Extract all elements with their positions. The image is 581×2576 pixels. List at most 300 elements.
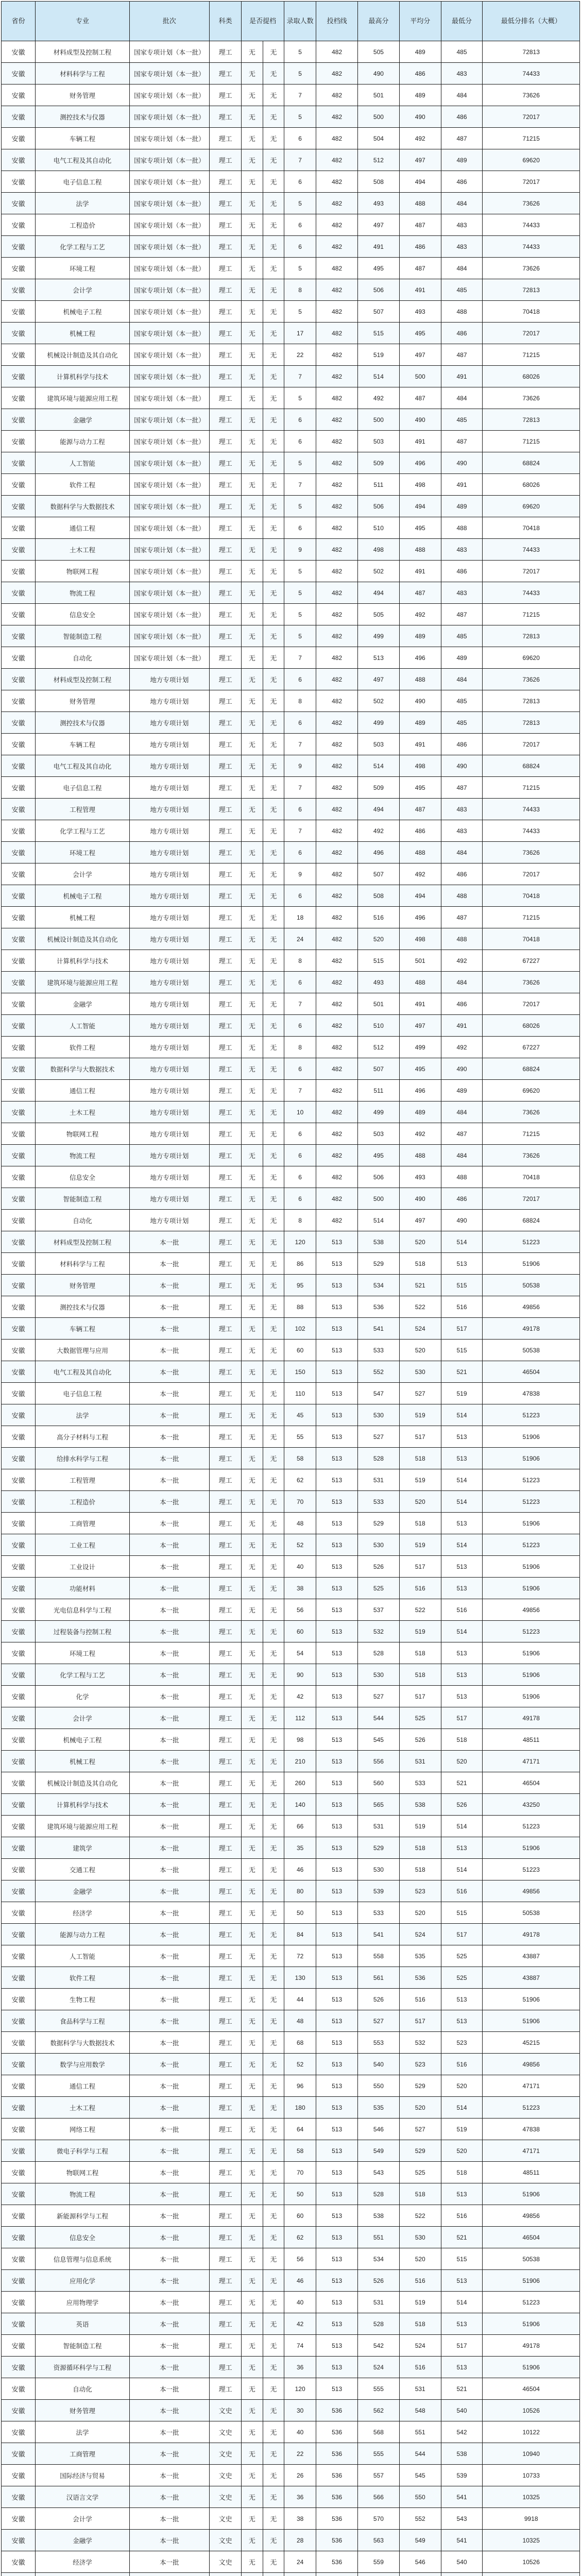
- filed-flag-cell: 无: [263, 1123, 284, 1145]
- category-cell: 理工: [210, 863, 242, 885]
- min-rank-cell: 51906: [483, 1837, 580, 1859]
- min-score-cell: 486: [441, 734, 483, 755]
- table-row: [2, 344, 580, 366]
- max-score-cell: 533: [358, 1902, 400, 1924]
- avg-score-cell: 491: [399, 993, 441, 1015]
- table-row: [2, 2508, 580, 2530]
- filed-cell: 无: [242, 1945, 263, 1967]
- major-cell: 建筑环境与能源应用工程: [36, 1816, 129, 1837]
- major-cell: 测控技术与仪器: [36, 712, 129, 734]
- major-cell: 通信工程: [36, 1080, 129, 1101]
- min-score-cell: 487: [441, 344, 483, 366]
- table-row: [2, 496, 580, 517]
- category-cell: 理工: [210, 323, 242, 344]
- min-rank-cell: 47171: [483, 2075, 580, 2097]
- category-cell: 理工: [210, 1621, 242, 1642]
- enrolled-cell: 42: [284, 1686, 316, 1707]
- avg-score-cell: 488: [399, 193, 441, 214]
- cutoff-cell: 482: [316, 669, 358, 690]
- filed-cell: 无: [242, 1556, 263, 1578]
- table-row: [2, 1880, 580, 1902]
- table-row: [2, 1253, 580, 1275]
- category-cell: 理工: [210, 1058, 242, 1080]
- min-rank-cell: 70418: [483, 885, 580, 907]
- cutoff-cell: 482: [316, 820, 358, 842]
- min-score-cell: 486: [441, 323, 483, 344]
- cutoff-cell: 513: [316, 1621, 358, 1642]
- filed-cell: 无: [242, 1231, 263, 1253]
- enrolled-cell: 180: [284, 2097, 316, 2119]
- min-rank-cell: 72813: [483, 409, 580, 431]
- major-cell: 物流工程: [36, 1145, 129, 1166]
- major-cell: 电气工程及其自动化: [36, 149, 129, 171]
- min-rank-cell: 10940: [483, 2443, 580, 2465]
- batch-cell: 本一批: [129, 1556, 209, 1578]
- province-cell: 安徽: [2, 106, 36, 128]
- filed-cell: 无: [242, 539, 263, 561]
- major-cell: 自动化: [36, 2378, 129, 2400]
- category-cell: 文史: [210, 2465, 242, 2486]
- table-body: [2, 41, 580, 2576]
- min-rank-cell: 71215: [483, 344, 580, 366]
- category-cell: 理工: [210, 63, 242, 84]
- min-rank-cell: 72813: [483, 690, 580, 712]
- max-score-cell: 495: [358, 1145, 400, 1166]
- filed-cell: 无: [242, 2443, 263, 2465]
- min-score-cell: 518: [441, 2162, 483, 2183]
- filed-flag-cell: 无: [263, 1404, 284, 1426]
- province-cell: 安徽: [2, 431, 36, 452]
- cutoff-cell: 513: [316, 2270, 358, 2292]
- enrolled-cell: 5: [284, 604, 316, 625]
- cutoff-cell: 482: [316, 1101, 358, 1123]
- cutoff-cell: 513: [316, 2054, 358, 2075]
- batch-cell: 本一批: [129, 1253, 209, 1275]
- category-cell: 理工: [210, 734, 242, 755]
- province-cell: 安徽: [2, 1880, 36, 1902]
- max-score-cell: 508: [358, 171, 400, 193]
- enrolled-cell: 6: [284, 409, 316, 431]
- min-rank-cell: 67227: [483, 1037, 580, 1058]
- min-rank-cell: 10526: [483, 2551, 580, 2573]
- filed-flag-cell: 无: [263, 885, 284, 907]
- category-cell: 理工: [210, 1448, 242, 1469]
- min-score-cell: 519: [441, 1383, 483, 1404]
- major-cell: 工商管理: [36, 2443, 129, 2465]
- enrolled-cell: 26: [284, 2465, 316, 2486]
- cutoff-cell: 482: [316, 41, 358, 63]
- table-row: [2, 63, 580, 84]
- filed-cell: 无: [242, 2119, 263, 2140]
- province-cell: 安徽: [2, 2400, 36, 2421]
- province-cell: 安徽: [2, 128, 36, 149]
- major-cell: 数据科学与大数据技术: [36, 2032, 129, 2054]
- province-cell: 安徽: [2, 2270, 36, 2292]
- batch-cell: 本一批: [129, 2183, 209, 2205]
- enrolled-cell: 5: [284, 561, 316, 582]
- enrolled-cell: 6: [284, 1058, 316, 1080]
- avg-score-cell: 488: [399, 669, 441, 690]
- avg-score-cell: 548: [399, 2400, 441, 2421]
- filed-flag-cell: 无: [263, 366, 284, 387]
- enrolled-cell: 5: [284, 41, 316, 63]
- major-cell: 金融学: [36, 1880, 129, 1902]
- max-score-cell: 512: [358, 1037, 400, 1058]
- min-rank-cell: 51223: [483, 2097, 580, 2119]
- batch-cell: 国家专项计划（本一批）: [129, 604, 209, 625]
- max-score-cell: 527: [358, 1426, 400, 1448]
- filed-cell: 无: [242, 1275, 263, 1296]
- province-cell: 安徽: [2, 149, 36, 171]
- min-score-cell: 484: [441, 387, 483, 409]
- province-cell: 安徽: [2, 1794, 36, 1816]
- enrolled-cell: 5: [284, 625, 316, 647]
- avg-score-cell: [399, 2573, 441, 2576]
- filed-cell: 无: [242, 1404, 263, 1426]
- batch-cell: 本一批: [129, 1599, 209, 1621]
- min-score-cell: 483: [441, 582, 483, 604]
- avg-score-cell: 532: [399, 2032, 441, 2054]
- major-cell: 化学工程与工艺: [36, 820, 129, 842]
- min-score-cell: 483: [441, 799, 483, 820]
- cutoff-cell: 513: [316, 2119, 358, 2140]
- province-cell: 安徽: [2, 1253, 36, 1275]
- major-cell: 材料成型及控制工程: [36, 1231, 129, 1253]
- enrolled-cell: 8: [284, 950, 316, 972]
- category-cell: 理工: [210, 1859, 242, 1880]
- batch-cell: 本一批: [129, 2140, 209, 2162]
- avg-score-cell: 518: [399, 1859, 441, 1880]
- enrolled-cell: 9: [284, 539, 316, 561]
- province-cell: 安徽: [2, 1275, 36, 1296]
- table-row: [2, 1426, 580, 1448]
- max-score-cell: 526: [358, 2270, 400, 2292]
- avg-score-cell: 522: [399, 1296, 441, 1318]
- min-rank-cell: 51223: [483, 1491, 580, 1513]
- filed-flag-cell: 无: [263, 863, 284, 885]
- min-score-cell: 514: [441, 1491, 483, 1513]
- filed-flag-cell: 无: [263, 2248, 284, 2270]
- filed-flag-cell: 无: [263, 1729, 284, 1751]
- table-row: [2, 1556, 580, 1578]
- cutoff-cell: 513: [316, 1794, 358, 1816]
- batch-cell: 本一批: [129, 1404, 209, 1426]
- avg-score-cell: 518: [399, 1664, 441, 1686]
- filed-flag-cell: 无: [263, 214, 284, 236]
- cutoff-cell: 513: [316, 1253, 358, 1275]
- cutoff-cell: 513: [316, 2075, 358, 2097]
- major-cell: 车辆工程: [36, 734, 129, 755]
- max-score-cell: 546: [358, 2119, 400, 2140]
- major-cell: 智能制造工程: [36, 1188, 129, 1210]
- filed-flag-cell: 无: [263, 1967, 284, 1989]
- enrolled-cell: 5: [284, 193, 316, 214]
- filed-cell: 无: [242, 236, 263, 258]
- enrolled-cell: 120: [284, 2378, 316, 2400]
- filed-cell: 无: [242, 928, 263, 950]
- min-score-cell: 521: [441, 2378, 483, 2400]
- max-score-cell: 515: [358, 323, 400, 344]
- min-score-cell: 515: [441, 1340, 483, 1361]
- min-rank-cell: 74433: [483, 820, 580, 842]
- column-header-batch: 批次: [129, 2, 209, 41]
- filed-cell: 无: [242, 2313, 263, 2335]
- cutoff-cell: 513: [316, 2010, 358, 2032]
- batch-cell: 本一批: [129, 2313, 209, 2335]
- province-cell: 安徽: [2, 1534, 36, 1556]
- major-cell: 电气工程及其自动化: [36, 1361, 129, 1383]
- min-rank-cell: 51906: [483, 1513, 580, 1534]
- province-cell: 安徽: [2, 2421, 36, 2443]
- table-row: [2, 171, 580, 193]
- cutoff-cell: 536: [316, 2421, 358, 2443]
- max-score-cell: 497: [358, 669, 400, 690]
- category-cell: 理工: [210, 907, 242, 928]
- batch-cell: 国家专项计划（本一批）: [129, 625, 209, 647]
- max-score-cell: 514: [358, 1210, 400, 1231]
- enrolled-cell: 7: [284, 993, 316, 1015]
- min-score-cell: 514: [441, 1469, 483, 1491]
- table-row: [2, 2248, 580, 2270]
- category-cell: [210, 2573, 242, 2576]
- filed-cell: 无: [242, 1534, 263, 1556]
- enrolled-cell: 7: [284, 777, 316, 799]
- province-cell: 安徽: [2, 885, 36, 907]
- major-cell: 法学: [36, 1404, 129, 1426]
- max-score-cell: 552: [358, 1361, 400, 1383]
- major-cell: 财务管理: [36, 84, 129, 106]
- batch-cell: 本一批: [129, 1989, 209, 2010]
- filed-flag-cell: 无: [263, 1037, 284, 1058]
- table-row: [2, 799, 580, 820]
- filed-flag-cell: 无: [263, 582, 284, 604]
- province-cell: 安徽: [2, 1837, 36, 1859]
- filed-flag-cell: 无: [263, 1166, 284, 1188]
- enrolled-cell: 60: [284, 1621, 316, 1642]
- major-cell: 物联网工程: [36, 1123, 129, 1145]
- cutoff-cell: 513: [316, 2205, 358, 2227]
- enrolled-cell: 48: [284, 1513, 316, 1534]
- avg-score-cell: 520: [399, 1340, 441, 1361]
- filed-flag-cell: 无: [263, 1253, 284, 1275]
- min-score-cell: 521: [441, 1361, 483, 1383]
- max-score-cell: 511: [358, 1080, 400, 1101]
- category-cell: 理工: [210, 2378, 242, 2400]
- filed-flag-cell: 无: [263, 171, 284, 193]
- enrolled-cell: 7: [284, 474, 316, 496]
- category-cell: 理工: [210, 106, 242, 128]
- cutoff-cell: 482: [316, 539, 358, 561]
- table-row: [2, 2335, 580, 2357]
- min-score-cell: 513: [441, 1642, 483, 1664]
- major-cell: 数据科学与大数据技术: [36, 1058, 129, 1080]
- filed-cell: 无: [242, 2032, 263, 2054]
- avg-score-cell: 551: [399, 2421, 441, 2443]
- filed-flag-cell: 无: [263, 907, 284, 928]
- major-cell: 机械工程: [36, 907, 129, 928]
- avg-score-cell: 492: [399, 128, 441, 149]
- cutoff-cell: 513: [316, 2248, 358, 2270]
- table-row: [2, 149, 580, 171]
- province-cell: 安徽: [2, 1037, 36, 1058]
- filed-flag-cell: 无: [263, 950, 284, 972]
- major-cell: 财务管理: [36, 2400, 129, 2421]
- avg-score-cell: 490: [399, 1188, 441, 1210]
- min-rank-cell: 49856: [483, 1599, 580, 1621]
- avg-score-cell: 493: [399, 1166, 441, 1188]
- avg-score-cell: 523: [399, 2054, 441, 2075]
- cutoff-cell: 482: [316, 950, 358, 972]
- avg-score-cell: 496: [399, 647, 441, 669]
- filed-flag-cell: 无: [263, 1794, 284, 1816]
- batch-cell: 本一批: [129, 1513, 209, 1534]
- filed-flag-cell: 无: [263, 2162, 284, 2183]
- avg-score-cell: 519: [399, 1534, 441, 1556]
- cutoff-cell: 513: [316, 1772, 358, 1794]
- province-cell: 安徽: [2, 1448, 36, 1469]
- province-cell: 安徽: [2, 1188, 36, 1210]
- province-cell: 安徽: [2, 2551, 36, 2573]
- table-row: [2, 301, 580, 323]
- cutoff-cell: 482: [316, 799, 358, 820]
- min-score-cell: 484: [441, 669, 483, 690]
- category-cell: 理工: [210, 1318, 242, 1340]
- filed-cell: 无: [242, 128, 263, 149]
- filed-cell: 无: [242, 2054, 263, 2075]
- filed-flag-cell: 无: [263, 1578, 284, 1599]
- table-row: [2, 2054, 580, 2075]
- category-cell: 理工: [210, 1166, 242, 1188]
- table-row: [2, 734, 580, 755]
- filed-cell: 无: [242, 2292, 263, 2313]
- table-row: [2, 1101, 580, 1123]
- min-rank-cell: 69620: [483, 647, 580, 669]
- filed-flag-cell: 无: [263, 2313, 284, 2335]
- avg-score-cell: 531: [399, 1751, 441, 1772]
- min-rank-cell: 68824: [483, 755, 580, 777]
- filed-flag-cell: 无: [263, 474, 284, 496]
- filed-flag-cell: 无: [263, 2270, 284, 2292]
- province-cell: 安徽: [2, 1859, 36, 1880]
- category-cell: 理工: [210, 1664, 242, 1686]
- filed-cell: 无: [242, 561, 263, 582]
- major-cell: 能源与动力工程: [36, 1924, 129, 1945]
- max-score-cell: 527: [358, 1686, 400, 1707]
- filed-flag-cell: 无: [263, 1145, 284, 1166]
- filed-cell: 无: [242, 149, 263, 171]
- cutoff-cell: 513: [316, 1340, 358, 1361]
- cutoff-cell: 482: [316, 885, 358, 907]
- min-score-cell: 513: [441, 1837, 483, 1859]
- major-cell: 物联网工程: [36, 561, 129, 582]
- major-cell: 法学: [36, 2421, 129, 2443]
- cutoff-cell: 513: [316, 1275, 358, 1296]
- admission-table-container: [1, 1, 580, 2576]
- max-score-cell: 509: [358, 777, 400, 799]
- max-score-cell: 555: [358, 2378, 400, 2400]
- major-cell: 车辆工程: [36, 128, 129, 149]
- table-row: [2, 1924, 580, 1945]
- enrolled-cell: 74: [284, 2335, 316, 2357]
- table-row: [2, 2097, 580, 2119]
- filed-cell: 无: [242, 1578, 263, 1599]
- max-score-cell: 534: [358, 2248, 400, 2270]
- cutoff-cell: 482: [316, 301, 358, 323]
- province-cell: 安徽: [2, 777, 36, 799]
- filed-cell: 无: [242, 863, 263, 885]
- max-score-cell: 500: [358, 409, 400, 431]
- batch-cell: 地方专项计划: [129, 669, 209, 690]
- province-cell: 安徽: [2, 1945, 36, 1967]
- category-cell: 理工: [210, 344, 242, 366]
- batch-cell: 地方专项计划: [129, 863, 209, 885]
- major-cell: 数据科学与大数据技术: [36, 496, 129, 517]
- category-cell: 理工: [210, 1361, 242, 1383]
- category-cell: 理工: [210, 2270, 242, 2292]
- filed-cell: 无: [242, 1015, 263, 1037]
- batch-cell: 国家专项计划（本一批）: [129, 561, 209, 582]
- table-row: [2, 2075, 580, 2097]
- major-cell: [36, 2573, 129, 2576]
- filed-flag-cell: 无: [263, 128, 284, 149]
- filed-cell: 无: [242, 2205, 263, 2227]
- filed-flag-cell: 无: [263, 1989, 284, 2010]
- min-score-cell: 516: [441, 1880, 483, 1902]
- avg-score-cell: 518: [399, 1837, 441, 1859]
- min-score-cell: 491: [441, 474, 483, 496]
- province-cell: 安徽: [2, 2010, 36, 2032]
- table-row: [2, 1837, 580, 1859]
- max-score-cell: 499: [358, 625, 400, 647]
- major-cell: 机械设计制造及其自动化: [36, 928, 129, 950]
- min-rank-cell: 70418: [483, 928, 580, 950]
- max-score-cell: 510: [358, 1015, 400, 1037]
- table-row: [2, 2270, 580, 2292]
- batch-cell: 本一批: [129, 1621, 209, 1642]
- filed-flag-cell: 无: [263, 258, 284, 279]
- avg-score-cell: 535: [399, 1945, 441, 1967]
- table-row: [2, 474, 580, 496]
- min-score-cell: 526: [441, 1794, 483, 1816]
- cutoff-cell: 513: [316, 1880, 358, 1902]
- province-cell: 安徽: [2, 1340, 36, 1361]
- category-cell: 理工: [210, 2313, 242, 2335]
- min-rank-cell: 50538: [483, 1340, 580, 1361]
- avg-score-cell: 497: [399, 1210, 441, 1231]
- filed-flag-cell: 无: [263, 1296, 284, 1318]
- avg-score-cell: 522: [399, 2205, 441, 2227]
- province-cell: 安徽: [2, 1145, 36, 1166]
- major-cell: 计算机科学与技术: [36, 1794, 129, 1816]
- avg-score-cell: 488: [399, 539, 441, 561]
- min-rank-cell: 47838: [483, 2119, 580, 2140]
- enrolled-cell: 17: [284, 323, 316, 344]
- major-cell: 机械电子工程: [36, 1729, 129, 1751]
- avg-score-cell: 498: [399, 928, 441, 950]
- filed-flag-cell: 无: [263, 2054, 284, 2075]
- max-score-cell: 555: [358, 2443, 400, 2465]
- max-score-cell: 545: [358, 1729, 400, 1751]
- category-cell: 理工: [210, 1534, 242, 1556]
- max-score-cell: 515: [358, 950, 400, 972]
- avg-score-cell: 494: [399, 496, 441, 517]
- category-cell: 理工: [210, 1945, 242, 1967]
- enrolled-cell: 64: [284, 2119, 316, 2140]
- filed-cell: 无: [242, 1989, 263, 2010]
- category-cell: 理工: [210, 236, 242, 258]
- table-row: [2, 972, 580, 993]
- min-rank-cell: 50538: [483, 1275, 580, 1296]
